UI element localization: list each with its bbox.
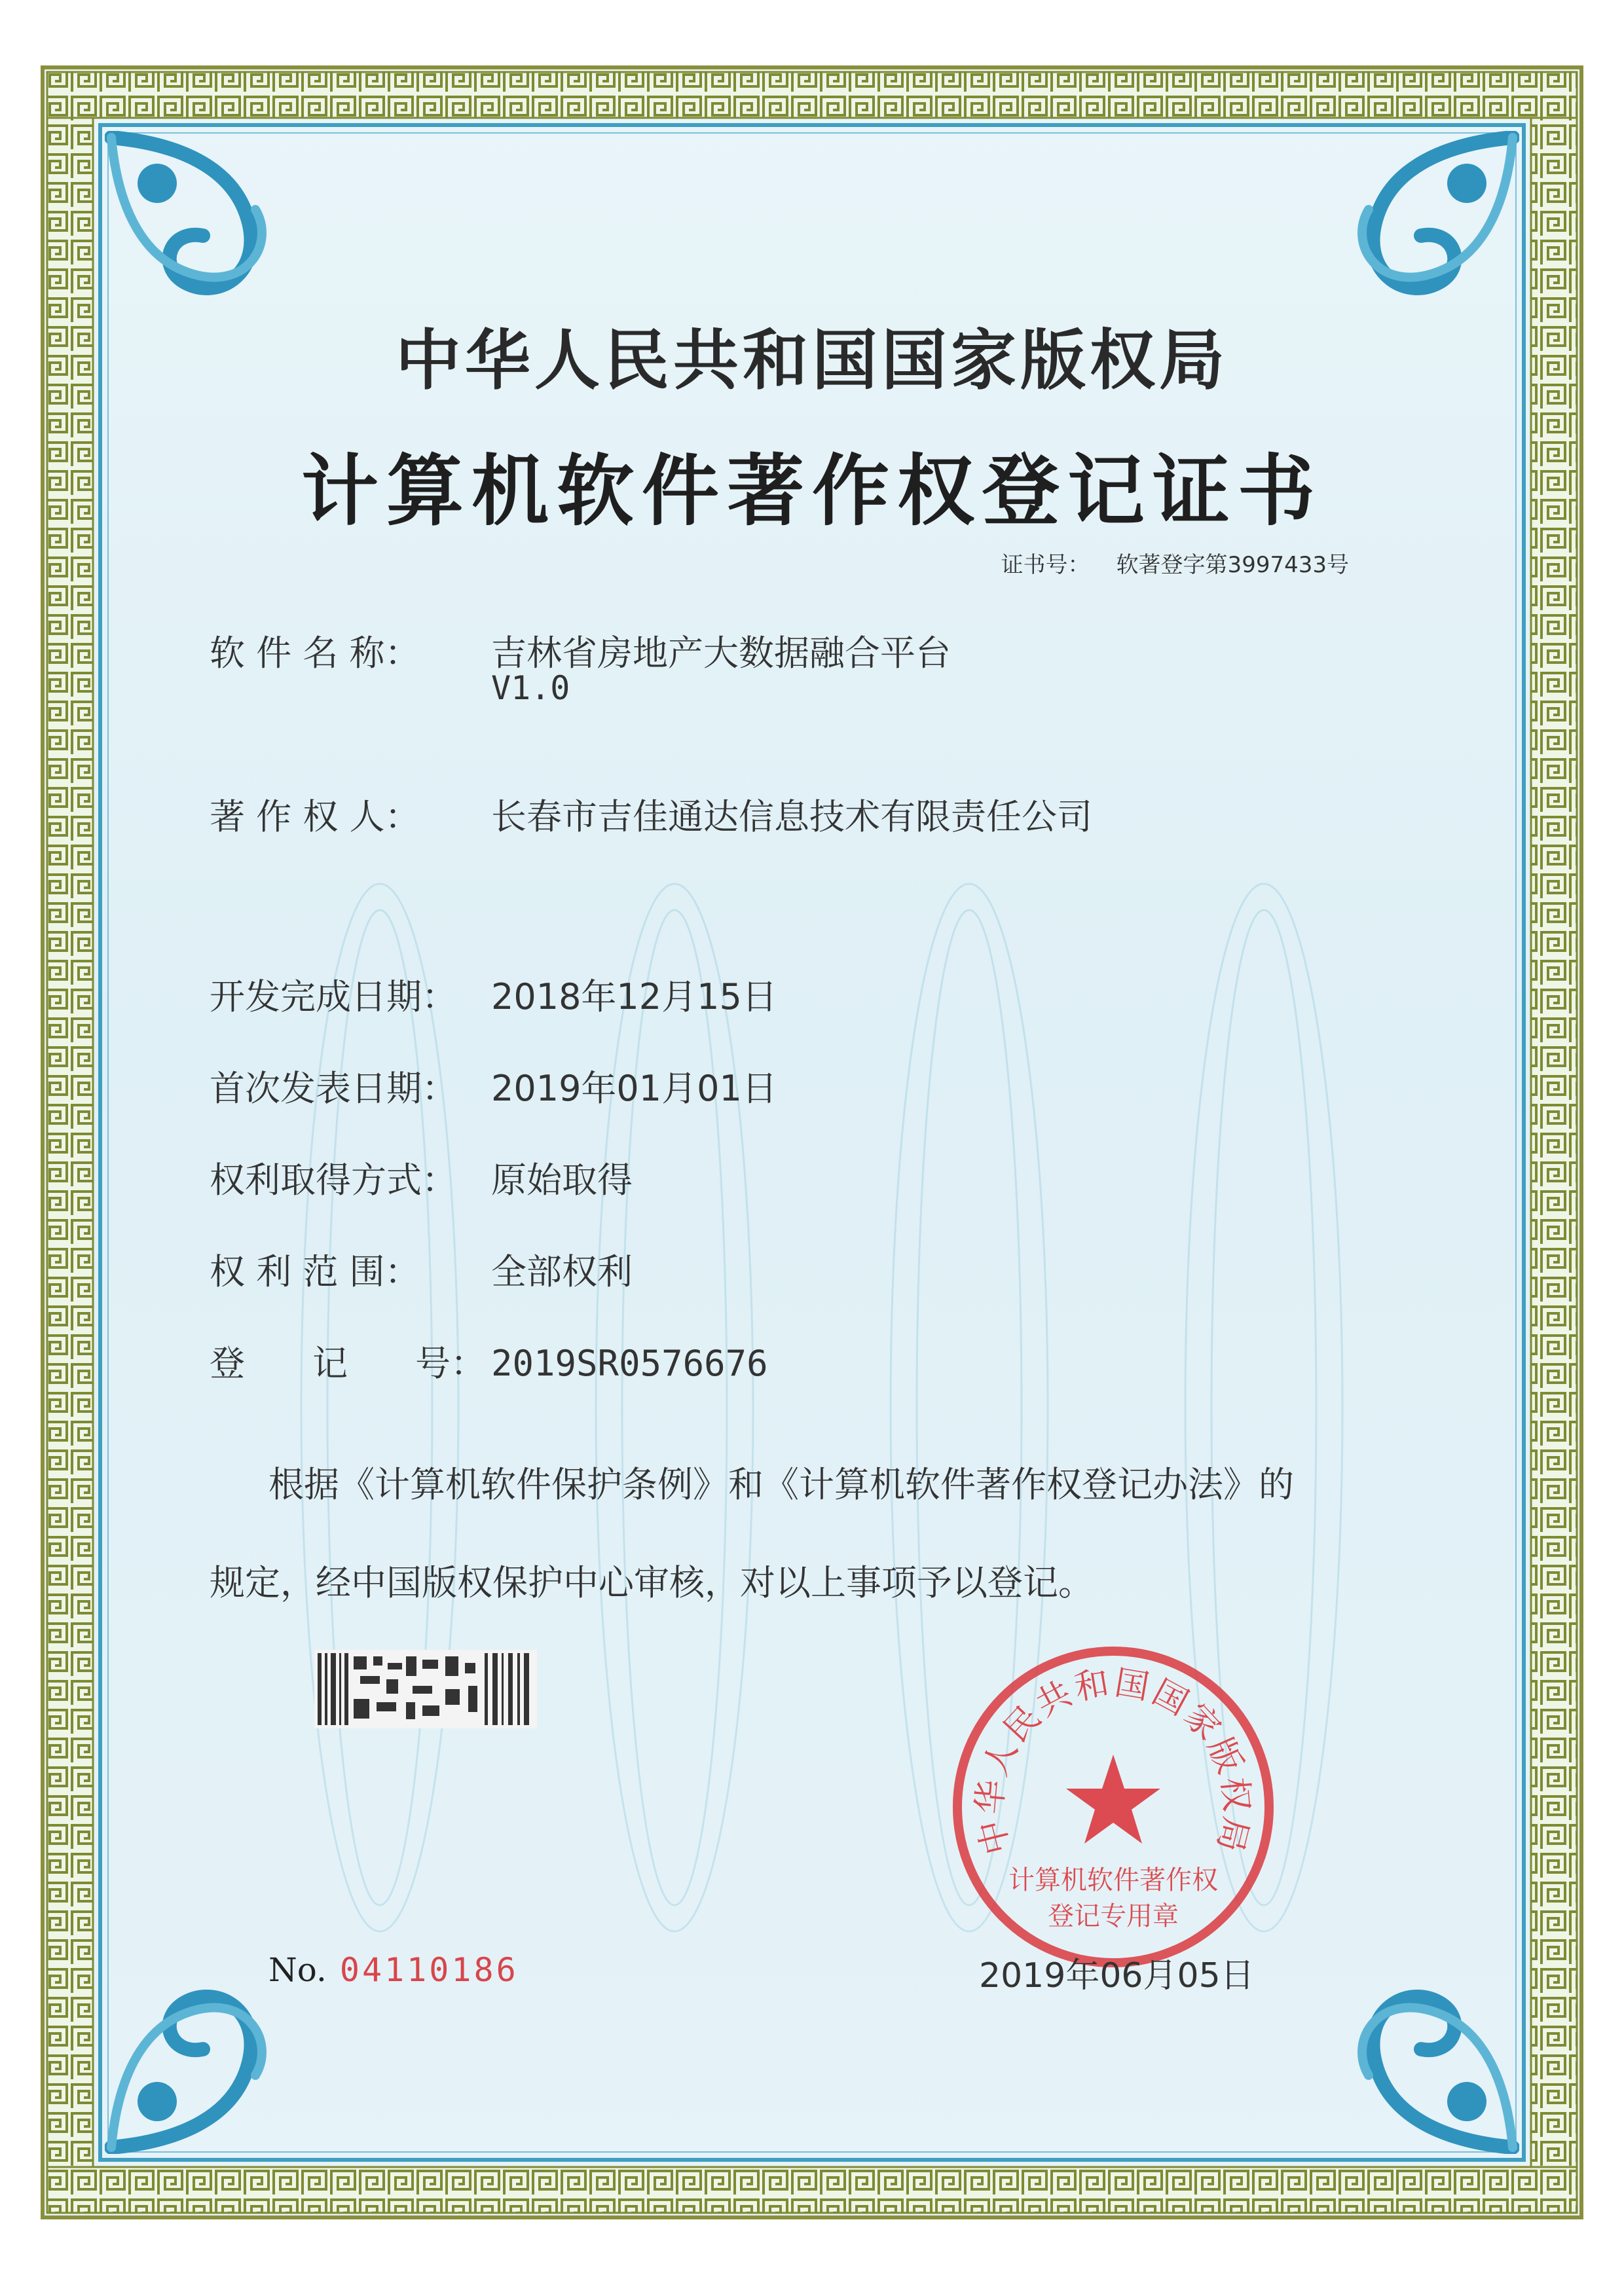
field-value: 2018年12月15日 xyxy=(491,976,777,1017)
field-copyright-owner xyxy=(210,789,1092,839)
field-rights-scope xyxy=(210,1244,633,1294)
field-rights-acquisition xyxy=(210,1152,633,1203)
field-label: 权 利 范 围： xyxy=(210,1251,420,1292)
seal-ring-text: 中华人民共和国国家版权局 xyxy=(970,1663,1257,1859)
serial-label: No. xyxy=(268,1951,327,1989)
field-label: 开发完成日期： xyxy=(210,976,457,1017)
issuer-title: 中华人民共和国国家版权局 xyxy=(396,322,1228,399)
seal-line-2: 登记专用章 xyxy=(1048,1901,1179,1931)
field-software-name xyxy=(210,625,951,676)
issue-date: 2019年06月05日 xyxy=(979,1956,1255,1995)
certificate-number xyxy=(1001,547,1349,579)
official-seal xyxy=(943,1637,1283,1977)
field-value: 原始取得 xyxy=(491,1159,633,1201)
certificate-number-label: 证书号： xyxy=(1001,552,1090,578)
field-value: 全部权利 xyxy=(491,1251,633,1292)
qr-barcode xyxy=(314,1650,537,1728)
software-version: V1.0 xyxy=(491,669,570,707)
field-value: 2019年01月01日 xyxy=(491,1068,777,1109)
seal-line-1: 计算机软件著作权 xyxy=(1008,1865,1218,1895)
field-value: 吉林省房地产大数据融合平台 xyxy=(491,632,951,674)
seal-star-icon xyxy=(1066,1755,1160,1844)
field-label: 首次发表日期： xyxy=(210,1068,457,1109)
statement-line-1: 根据《计算机软件保护条例》和《计算机软件著作权登记办法》的 xyxy=(268,1464,1294,1505)
field-registration-number xyxy=(210,1336,768,1386)
field-value: 长春市吉佳通达信息技术有限责任公司 xyxy=(491,796,1092,837)
field-label: 著 作 权 人： xyxy=(210,796,420,837)
certificate-number-value: 软著登字第3997433号 xyxy=(1116,552,1349,578)
field-label: 软 件 名 称： xyxy=(210,632,420,674)
field-first-publish-date xyxy=(210,1061,777,1111)
serial-value: 04110186 xyxy=(339,1951,519,1989)
field-label: 登 记 号： xyxy=(210,1343,486,1384)
field-dev-completion-date xyxy=(210,969,777,1019)
statement-line-2: 规定，经中国版权保护中心审核，对以上事项予以登记。 xyxy=(210,1562,1094,1603)
field-label: 权利取得方式： xyxy=(210,1159,457,1201)
serial-number xyxy=(268,1951,519,1989)
field-value: 2019SR0576676 xyxy=(491,1343,768,1384)
certificate-title: 计算机软件著作权登记证书 xyxy=(301,445,1323,536)
